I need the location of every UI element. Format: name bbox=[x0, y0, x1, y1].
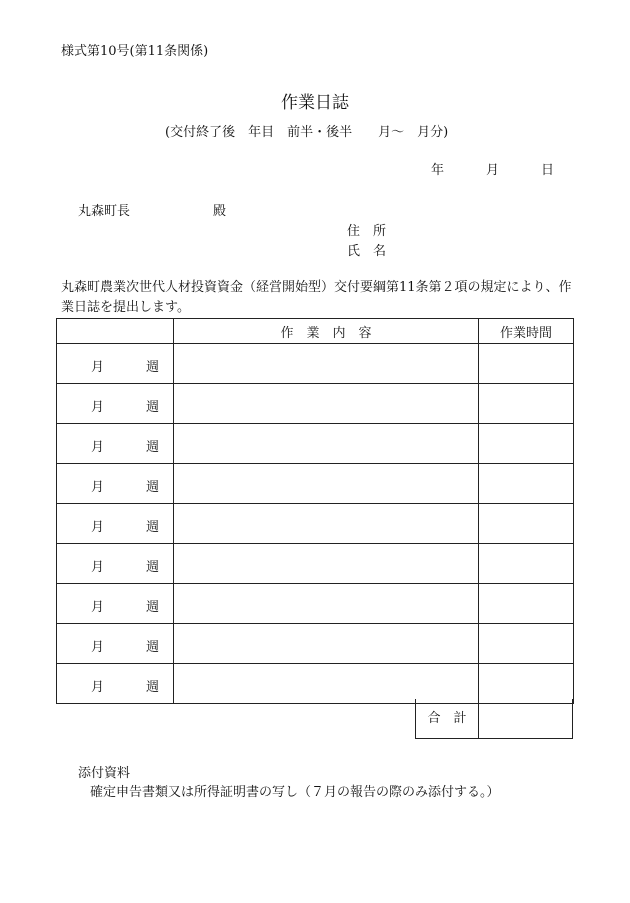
work-log-table bbox=[56, 318, 574, 704]
week-label: 週 bbox=[146, 360, 160, 375]
period-cell bbox=[57, 504, 174, 544]
work-hours-cell[interactable] bbox=[479, 384, 574, 424]
month-label: 月 bbox=[91, 520, 105, 535]
work-hours-cell[interactable] bbox=[479, 504, 574, 544]
period-cell bbox=[57, 464, 174, 504]
month-label: 月 bbox=[91, 600, 105, 615]
header-work-content: 作 業 内 容 bbox=[174, 319, 479, 344]
period-cell bbox=[57, 384, 174, 424]
table-row bbox=[57, 584, 574, 624]
work-content-cell[interactable] bbox=[174, 544, 479, 584]
month-label: 月 bbox=[91, 680, 105, 695]
week-label: 週 bbox=[146, 560, 160, 575]
table-row bbox=[57, 624, 574, 664]
week-label: 週 bbox=[146, 680, 160, 695]
month-label: 月 bbox=[91, 480, 105, 495]
total-label: 合 計 bbox=[415, 699, 479, 739]
document-title: 作業日誌 bbox=[281, 93, 349, 113]
month-label: 月 bbox=[91, 560, 105, 575]
address-label: 住 所 bbox=[347, 224, 387, 239]
work-hours-cell[interactable] bbox=[479, 464, 574, 504]
table-row bbox=[57, 544, 574, 584]
header-work-hours: 作業時間 bbox=[479, 319, 574, 344]
addressee: 丸森町長 bbox=[78, 204, 131, 219]
month-label: 月 bbox=[91, 440, 105, 455]
period-cell bbox=[57, 544, 174, 584]
work-content-cell[interactable] bbox=[174, 424, 479, 464]
week-label: 週 bbox=[146, 440, 160, 455]
week-label: 週 bbox=[146, 600, 160, 615]
form-reference: 様式第10号(第11条関係) bbox=[61, 44, 209, 59]
period-cell bbox=[57, 624, 174, 664]
date-day: 日 bbox=[541, 163, 555, 178]
month-label: 月 bbox=[91, 400, 105, 415]
table-row bbox=[57, 344, 574, 384]
work-content-cell[interactable] bbox=[174, 664, 479, 704]
work-content-cell[interactable] bbox=[174, 584, 479, 624]
date-month: 月 bbox=[486, 163, 500, 178]
table-row bbox=[57, 504, 574, 544]
attachments-title: 添付資料 bbox=[78, 766, 131, 781]
table-row bbox=[57, 464, 574, 504]
table-header bbox=[57, 319, 574, 344]
week-label: 週 bbox=[146, 640, 160, 655]
table-row bbox=[57, 424, 574, 464]
month-label: 月 bbox=[91, 640, 105, 655]
total-hours-cell[interactable] bbox=[478, 699, 573, 739]
table-row bbox=[57, 664, 574, 704]
work-content-cell[interactable] bbox=[174, 624, 479, 664]
work-hours-cell[interactable] bbox=[479, 584, 574, 624]
name-label: 氏 名 bbox=[347, 244, 387, 259]
work-hours-cell[interactable] bbox=[479, 544, 574, 584]
work-content-cell[interactable] bbox=[174, 344, 479, 384]
attachments-item: 確定申告書類又は所得証明書の写し（７月の報告の際のみ添付する。） bbox=[90, 785, 500, 800]
work-content-cell[interactable] bbox=[174, 464, 479, 504]
work-hours-cell[interactable] bbox=[479, 664, 574, 704]
work-hours-cell[interactable] bbox=[479, 344, 574, 384]
date-year: 年 bbox=[431, 163, 445, 178]
table-row bbox=[57, 384, 574, 424]
work-hours-cell[interactable] bbox=[479, 424, 574, 464]
work-content-cell[interactable] bbox=[174, 384, 479, 424]
period-cell bbox=[57, 584, 174, 624]
period-subtitle: (交付終了後 年目 前半・後半 月～ 月分) bbox=[165, 125, 449, 140]
period-cell bbox=[57, 424, 174, 464]
honorific: 殿 bbox=[213, 204, 227, 219]
month-label: 月 bbox=[91, 360, 105, 375]
work-content-cell[interactable] bbox=[174, 504, 479, 544]
header-period bbox=[57, 319, 174, 344]
week-label: 週 bbox=[146, 520, 160, 535]
period-cell bbox=[57, 664, 174, 704]
week-label: 週 bbox=[146, 400, 160, 415]
week-label: 週 bbox=[146, 480, 160, 495]
submission-statement: 丸森町農業次世代人材投資資金（経営開始型）交付要綱第11条第２項の規定により、作業日誌を提出します。 bbox=[61, 280, 572, 315]
work-hours-cell[interactable] bbox=[479, 624, 574, 664]
period-cell bbox=[57, 344, 174, 384]
total-row bbox=[415, 699, 573, 739]
